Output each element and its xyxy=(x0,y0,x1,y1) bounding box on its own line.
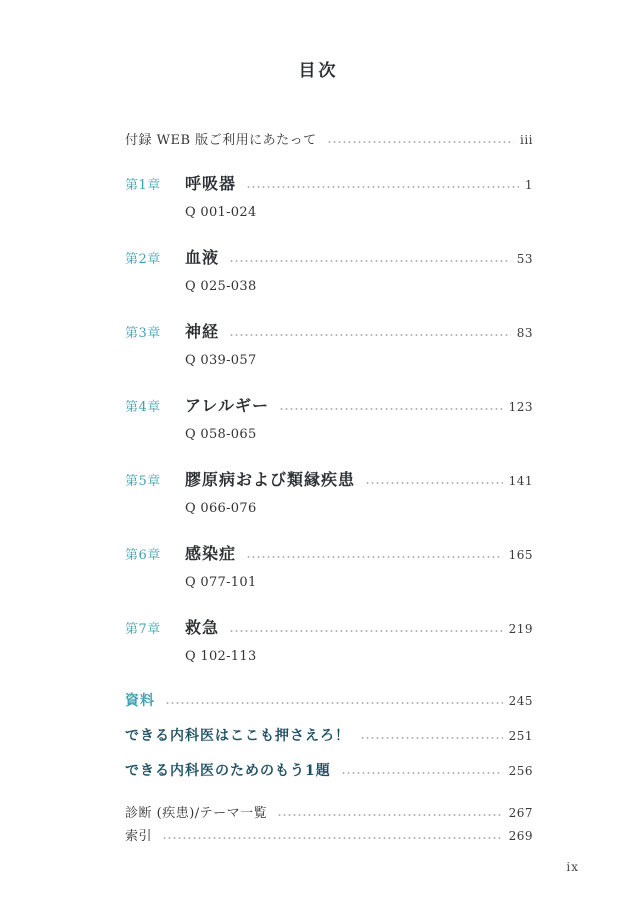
page-title: 目次 xyxy=(298,61,339,81)
dotted-leader xyxy=(327,140,514,144)
front-matter-section xyxy=(125,129,533,148)
chapter-number-label: 第2章 xyxy=(125,252,161,267)
dotted-leader xyxy=(229,333,511,337)
chapter-block xyxy=(125,468,533,518)
toc-entry-row xyxy=(125,725,533,747)
chapter-question-range: Q 077-101 xyxy=(185,575,257,590)
chapter-block xyxy=(125,172,533,222)
chapter-page-number: 123 xyxy=(508,400,533,414)
chapter-title: 呼吸器 xyxy=(185,174,237,193)
dotted-leader xyxy=(229,259,511,263)
chapter-title: 膠原病および類縁疾患 xyxy=(185,470,356,489)
toc-entry-page-number: 256 xyxy=(508,764,533,778)
chapter-number-label: 第6章 xyxy=(125,548,161,563)
chapter-page-number: 83 xyxy=(516,326,533,340)
chapter-title: アレルギー xyxy=(185,396,269,415)
chapter-entry-row xyxy=(125,542,533,568)
chapter-question-range: Q 058-065 xyxy=(185,427,257,442)
chapter-question-range: Q 102-113 xyxy=(185,649,257,664)
toc-entry-label: 診断 (疾患)/テーマ一覧 xyxy=(125,806,268,821)
back-matter-section xyxy=(125,690,533,848)
chapter-page-number: 141 xyxy=(508,474,533,488)
chapter-block xyxy=(125,616,533,666)
chapter-page-number: 219 xyxy=(508,622,533,636)
toc-entry-page-number: 245 xyxy=(508,694,533,708)
chapter-number-label: 第4章 xyxy=(125,400,161,415)
chapter-number-label: 第3章 xyxy=(125,326,161,341)
toc-entry-row xyxy=(125,760,533,782)
chapter-entry-row xyxy=(125,320,533,346)
toc-entry-label: できる内科医はここも押さえろ！ xyxy=(125,728,350,744)
dotted-leader xyxy=(229,629,503,633)
chapter-title: 感染症 xyxy=(185,544,237,563)
toc-entry-page-number: iii xyxy=(519,133,533,147)
chapter-block xyxy=(125,394,533,444)
dotted-leader xyxy=(341,771,503,775)
chapter-question-range: Q 066-076 xyxy=(185,501,257,516)
toc-entry-page-number: 267 xyxy=(508,806,533,820)
dotted-leader xyxy=(277,813,502,817)
chapter-question-range: Q 001-024 xyxy=(185,205,257,220)
toc-entry-label: 資料 xyxy=(125,693,155,709)
chapter-entry-row xyxy=(125,394,533,420)
chapter-block xyxy=(125,246,533,296)
dotted-leader xyxy=(279,407,503,411)
dotted-leader xyxy=(246,555,503,559)
chapter-title: 血液 xyxy=(185,248,220,267)
chapter-number-label: 第7章 xyxy=(125,622,161,637)
chapter-question-range: Q 039-057 xyxy=(185,353,257,368)
chapter-entry-row xyxy=(125,468,533,494)
toc-entry-row xyxy=(125,129,533,148)
dotted-leader xyxy=(365,481,503,485)
chapter-question-range: Q 025-038 xyxy=(185,279,257,294)
dotted-leader xyxy=(165,701,503,705)
toc-entry-row xyxy=(125,825,533,848)
dotted-leader xyxy=(162,836,503,840)
toc-entry-page-number: 251 xyxy=(508,729,533,743)
toc-entry-row xyxy=(125,690,533,712)
chapter-list xyxy=(125,172,533,666)
chapter-title: 神経 xyxy=(185,322,220,341)
chapter-block xyxy=(125,542,533,592)
toc-entry-label: できる内科医のためのもう1題 xyxy=(125,763,331,779)
toc-entry-label: 索引 xyxy=(125,829,153,844)
chapter-block xyxy=(125,320,533,370)
dotted-leader xyxy=(246,185,519,189)
toc-entry-page-number: 269 xyxy=(508,829,533,843)
chapter-entry-row xyxy=(125,172,533,198)
chapter-number-label: 第5章 xyxy=(125,474,161,489)
chapter-entry-row xyxy=(125,246,533,272)
chapter-page-number: 165 xyxy=(508,548,533,562)
dotted-leader xyxy=(360,736,503,740)
chapter-page-number: 53 xyxy=(516,252,533,266)
toc-entry-row xyxy=(125,802,533,825)
chapter-number-label: 第1章 xyxy=(125,178,161,193)
page-number: ix xyxy=(566,860,579,874)
chapter-title: 救急 xyxy=(185,618,220,637)
toc-entry-label: 付録 WEB 版ご利用にあたって xyxy=(125,133,317,148)
chapter-entry-row xyxy=(125,616,533,642)
toc-list xyxy=(0,129,637,848)
chapter-page-number: 1 xyxy=(524,178,533,192)
